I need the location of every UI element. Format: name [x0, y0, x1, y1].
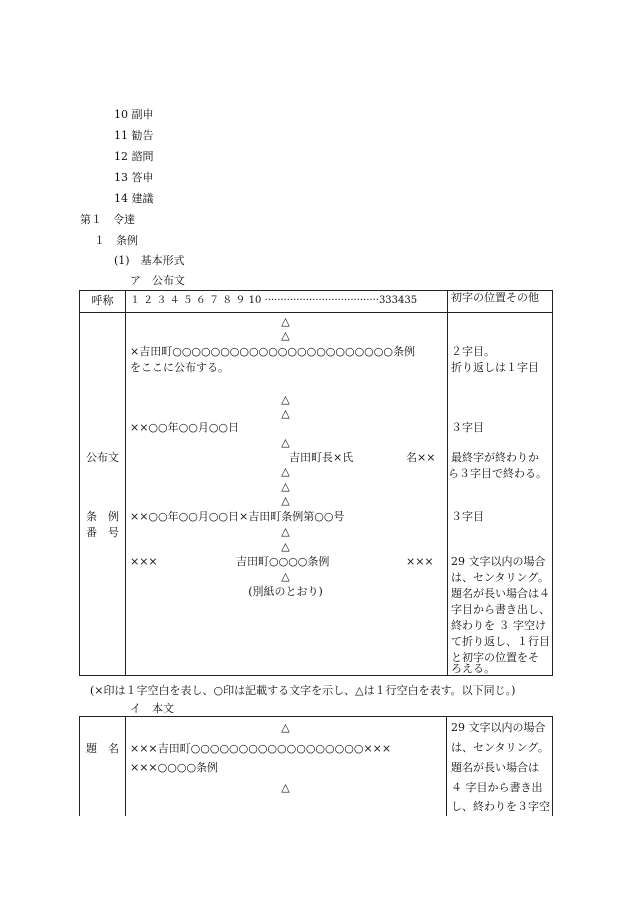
subsection-heading: イ 本文	[130, 702, 174, 715]
note: ２字目。	[451, 345, 495, 358]
date-line: ××○○年○○月○○日	[130, 421, 240, 434]
list-item: 14 建議	[114, 192, 154, 205]
section-heading: 第１ 令達	[80, 213, 135, 226]
note: し、終わりを３字空	[451, 800, 550, 813]
blank-line-mark: △	[281, 393, 290, 406]
list-item: 10 副申	[114, 108, 154, 121]
ordinance-name-right: ×××	[406, 555, 434, 568]
subsection-heading: (1) 基本形式	[114, 254, 185, 267]
note: 終わりを ３ 字空け	[451, 619, 546, 632]
header-note: 初字の位置その他	[451, 291, 539, 304]
note: ら３字目で終わる。	[448, 467, 547, 480]
blank-line-mark: △	[281, 570, 290, 583]
attached-text: (別紙のとおり)	[248, 585, 323, 598]
note: 題名が長い場合は４	[451, 587, 550, 600]
note: 題名が長い場合は	[451, 761, 539, 774]
note: は、センタリング。	[451, 741, 549, 754]
note: ３字目	[451, 421, 484, 434]
title-line-2: をここに公布する。	[130, 361, 229, 374]
subsection-heading: ア 公布文	[130, 274, 185, 287]
column-ruler: １ ２ ３ ４ ５ ６ ７ ８ ９ 10 ····································333435	[130, 295, 418, 306]
blank-line-mark: △	[281, 315, 290, 328]
note: と初字の位置をそ	[451, 651, 539, 664]
footnote: (×印は１字空白を表し、○印は記載する文字を示し、△は１行空白を表す。以下同じ。)	[90, 684, 516, 697]
list-item: 11 勧告	[114, 129, 154, 142]
list-item: 13 答申	[114, 171, 154, 184]
note: 29 文字以内の場合	[451, 555, 546, 568]
title-text-line: ×××吉田町○○○○○○○○○○○○○○○○○○×××	[130, 742, 392, 755]
blank-line-mark: △	[281, 721, 290, 734]
note: ろえる。	[451, 662, 495, 675]
note: 29 文字以内の場合	[451, 721, 546, 734]
note: 字目から書き出し、	[451, 603, 550, 616]
note: て折り返し、１行目	[451, 635, 550, 648]
row-label-number: 番 号	[86, 526, 119, 539]
row-label-promulgation: 公布文	[86, 451, 119, 464]
header-label: 呼称	[91, 294, 114, 307]
blank-line-mark: △	[281, 407, 290, 420]
mayor-name: 吉田町長×氏	[289, 451, 354, 464]
blank-line-mark: △	[281, 494, 290, 507]
list-item: 12 諮問	[114, 150, 154, 163]
note: ３字目	[451, 510, 484, 523]
blank-line-mark: △	[281, 480, 290, 493]
blank-line-mark: △	[281, 465, 290, 478]
note: ４ 字目から書き出	[451, 781, 543, 794]
title-line: ×吉田町○○○○○○○○○○○○○○○○○○○○○○○条例	[130, 345, 415, 358]
blank-line-mark: △	[281, 436, 290, 449]
ordinance-name-left: ×××	[130, 555, 158, 568]
number-line: ××○○年○○月○○日×吉田町条例第○○号	[130, 510, 345, 523]
blank-line-mark: △	[281, 329, 290, 342]
blank-line-mark: △	[281, 540, 290, 553]
blank-line-mark: △	[281, 781, 290, 794]
row-label-title: 題 名	[86, 742, 119, 755]
subsection-heading: １ 条例	[94, 234, 138, 247]
note: 折り返しは１字目	[451, 361, 539, 374]
note: 最終字が終わりか	[451, 451, 539, 464]
row-label-ordinance: 条 例	[86, 510, 119, 523]
ordinance-name: 吉田町○○○○条例	[236, 555, 330, 568]
mayor-name-tail: 名××	[406, 451, 436, 464]
title-text-line: ×××○○○○条例	[130, 761, 219, 774]
note: は、センタリング。	[451, 571, 549, 584]
blank-line-mark: △	[281, 525, 290, 538]
